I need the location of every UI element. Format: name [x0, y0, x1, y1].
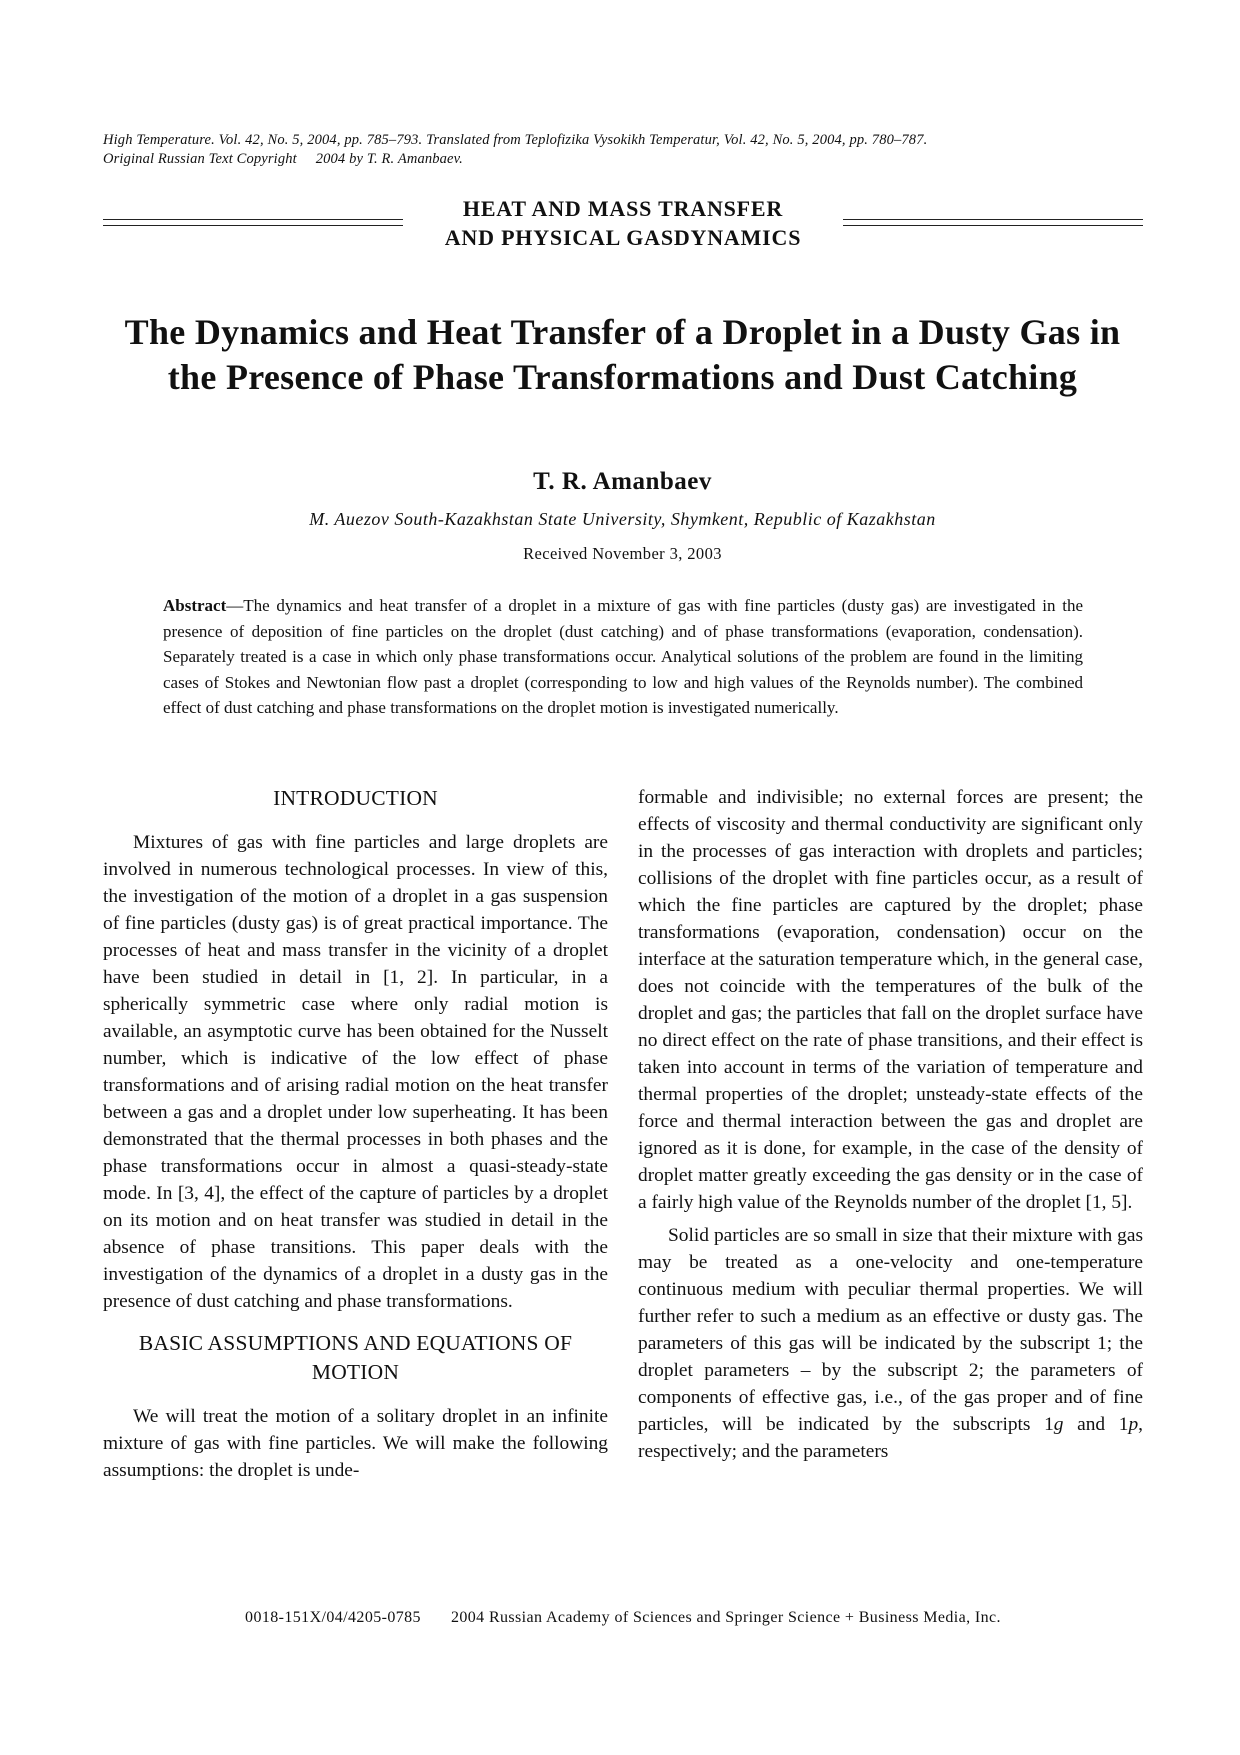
introduction-paragraph: Mixtures of gas with fine particles and large droplets are involved in numerous technological processes. In view of this, the investigation of the motion of a droplet in a gas suspension of fine particles (dusty gas) is of great practical importance. The processes of heat and mass transfer in the vicinity of a droplet have been studied in detail in [1, 2]. In particular, in a spherically symmetric case where only radial motion is available, an asymptotic curve has been obtained for the Nusselt number, which is indicative of the low effect of phase transformations and of arising radial motion on the heat transfer between a gas and a droplet under low superheating. It has been demonstrated that the thermal processes in both phases and the phase transformations occur in almost a quasi-steady-state mode. In [3, 4], the effect of the capture of particles by a droplet on its motion and on heat transfer was studied in detail in the absence of phase transitions. This paper deals with the investigation of the dynamics of a droplet in a dusty gas in the presence of dust catching and phase transformations. [103, 832, 608, 1312]
abstract-label: Abstract [163, 596, 227, 615]
and-text: and 1 [1063, 1414, 1129, 1435]
section-heading [403, 194, 843, 252]
section-banner [103, 194, 1143, 258]
subscript-g: g [1053, 1414, 1064, 1435]
left-column [103, 784, 608, 1484]
copyright-notice: 2004 Russian Academy of Sciences and Springer Science + Business Media, Inc. [450, 1609, 1001, 1626]
section-heading-line-2: AND PHYSICAL GASDYNAMICS [444, 225, 802, 250]
received-date: Received November 3, 2003 [523, 544, 722, 563]
banner-rule-left [103, 219, 403, 226]
paper-title: The Dynamics and Heat Transfer of a Droplet in a Dusty Gas in the Presence of Phase Transformations and Dust Catching [124, 312, 1121, 397]
introduction-heading: INTRODUCTION [273, 786, 438, 810]
banner-rule-right [843, 219, 1143, 226]
footer [103, 1607, 1143, 1629]
citation-line-2: Original Russian Text Copyright 2004 by T. R. Amanbaev. [103, 151, 463, 167]
basic-assumptions-paragraph: We will treat the motion of a solitary droplet in an infinite mixture of gas with fine particles. We will make the following assumptions: the droplet is unde- [103, 1406, 608, 1481]
abstract-text: —The dynamics and heat transfer of a droplet in a mixture of gas with fine particles (dusty gas) are investigated in the presence of deposition of fine particles on the droplet (dust catching) and of phase transformations (evaporation, condensation). Separately treated is a case in which only phase transformations occur. Analytical solutions of the problem are found in the limiting cases of Stokes and Newtonian flow past a droplet (corresponding to low and high values of the Reynolds number). The combined effect of dust catching and phase transformations on the droplet motion is investigated numerically. [163, 596, 1083, 717]
abstract [163, 593, 1083, 721]
issn-code: 0018-151X/04/4205-0785 [245, 1609, 421, 1626]
dusty-gas-text-end: , respectively; and the parameters [638, 1414, 1143, 1462]
section-heading-line-1: HEAT AND MASS TRANSFER [462, 196, 784, 221]
basic-assumptions-heading: BASIC ASSUMPTIONS AND EQUATIONS OF MOTION [138, 1331, 573, 1384]
journal-citation [103, 131, 1143, 169]
assumptions-continuation: formable and indivisible; no external forces are present; the effects of viscosity and thermal conductivity are significant only in the processes of gas interaction with droplets and particles; collisions of the droplet with fine particles occur, as a result of which the fine particles are captured by the droplet; phase transformations (evaporation, condensation) occur on the interface at the saturation temperature which, in the general case, does not coincide with the temperatures of the bulk of the droplet and gas; the particles that fall on the droplet surface have no direct effect on the rate of phase transitions, and their effect is taken into account in terms of the variation of temperature and thermal properties of the droplet; unsteady-state effects of the force and thermal interaction between the gas and droplet are ignored as it is done, for example, in the case of the density of droplet matter greatly exceeding the gas density or in the case of a fairly high value of the Reynolds number of the droplet [1, 5]. [638, 787, 1143, 1213]
author-name: T. R. Amanbaev [533, 468, 712, 495]
subscript-p: p [1128, 1414, 1139, 1435]
citation-line-1: High Temperature. Vol. 42, No. 5, 2004, pp. 785–793. Translated from Teplofizika Vysokikh Temperatur, Vol. 42, No. 5, 2004, pp. 780–787. [103, 132, 928, 148]
dusty-gas-text: Solid particles are so small in size that their mixture with gas may be treated as a one-velocity and one-temperature continuous medium with peculiar thermal properties. We will further refer to such a medium as an effective or dusty gas. The parameters of this gas will be indicated by the subscript 1; the droplet parameters – by the subscript 2; the parameters of components of effective gas, i.e., of the gas proper and of fine particles, will be indicated by the subscripts 1 [638, 1225, 1143, 1435]
right-column [638, 784, 1143, 1465]
author-affiliation: M. Auezov South-Kazakhstan State University, Shymkent, Republic of Kazakhstan [309, 509, 936, 529]
dusty-gas-paragraph [638, 1222, 1143, 1465]
